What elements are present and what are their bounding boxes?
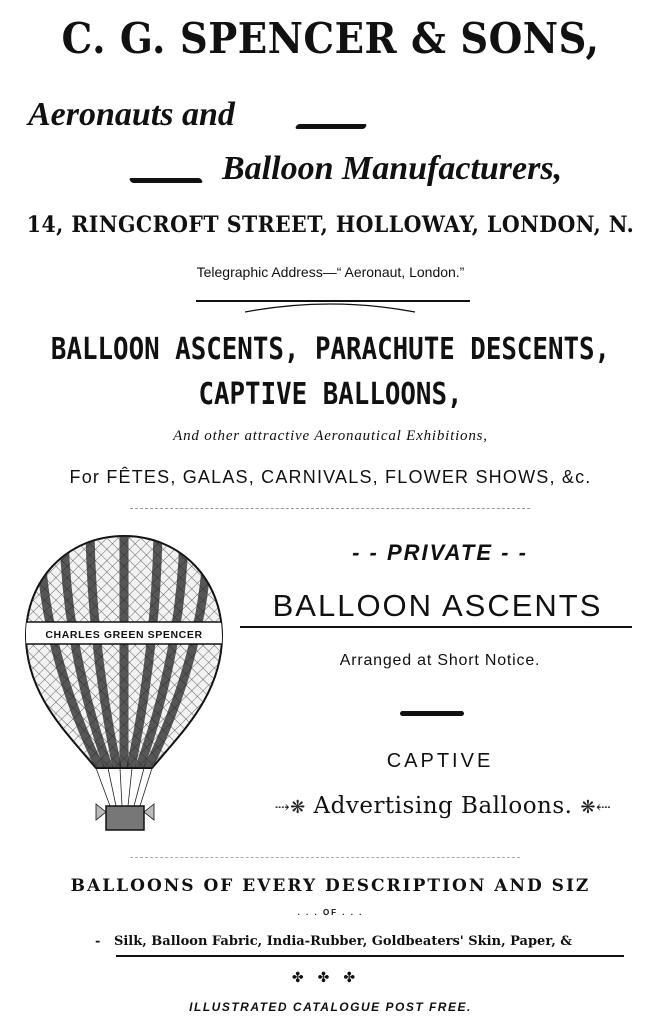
- dashed-separator-lower: [130, 857, 520, 858]
- advertising-text: Advertising Balloons.: [313, 793, 573, 819]
- materials-bullet: -: [95, 934, 114, 949]
- catalogue-note: ILLUSTRATED CATALOGUE POST FREE.: [189, 1000, 472, 1014]
- subtitle-aeronauts: Aeronauts and: [28, 96, 235, 133]
- short-bar-divider: [400, 711, 464, 716]
- ornament-stars-icon: ✤✤✤: [291, 971, 370, 986]
- advertising-balloons: [248, 793, 638, 819]
- swash-left: [129, 178, 204, 183]
- balloon-illustration: [22, 532, 226, 838]
- of-line: . . . OF . . .: [297, 908, 364, 917]
- address: 14, RINGCROFT STREET, HOLLOWAY, LONDON, N.: [26, 212, 635, 238]
- swash-right: [295, 124, 368, 129]
- every-description: BALLOONS OF EVERY DESCRIPTION AND SIZ: [70, 876, 591, 896]
- private-heading: - - PRIVATE - -: [352, 540, 528, 565]
- headline-ascents: BALLOON ASCENTS, PARACHUTE DESCENTS,: [50, 332, 611, 367]
- fetes-line: For FÊTES, GALAS, CARNIVALS, FLOWER SHOWS, &c.: [69, 467, 592, 487]
- divider-arc: [240, 300, 420, 314]
- materials-text: Silk, Balloon Fabric, India-Rubber, Goldbeaters' Skin, Paper, &: [113, 934, 573, 949]
- subtitle-manufacturers: Balloon Manufacturers,: [222, 150, 563, 187]
- balloon-band-text: CHARLES GREEN SPENCER: [45, 629, 203, 641]
- ascents-underline: [240, 626, 632, 628]
- telegraphic-address: Telegraphic Address—“ Aeronaut, London.”: [196, 264, 465, 280]
- dashed-separator: [130, 508, 530, 509]
- ornament-right-icon: ❋⇠: [580, 797, 612, 818]
- materials-line: [95, 934, 635, 949]
- materials-underline: [116, 955, 624, 957]
- headline-captive: CAPTIVE BALLOONS,: [198, 377, 463, 412]
- captive-heading: CAPTIVE: [386, 750, 494, 772]
- balloon-ascents-heading: BALLOON ASCENTS: [272, 588, 603, 623]
- other-exhibitions: And other attractive Aeronautical Exhibitions,: [173, 428, 488, 444]
- arranged-notice: Arranged at Short Notice.: [339, 652, 541, 669]
- ornament-left-icon: ⇢❋: [274, 797, 306, 818]
- firm-name: C. G. SPENCER & SONS,: [61, 14, 600, 63]
